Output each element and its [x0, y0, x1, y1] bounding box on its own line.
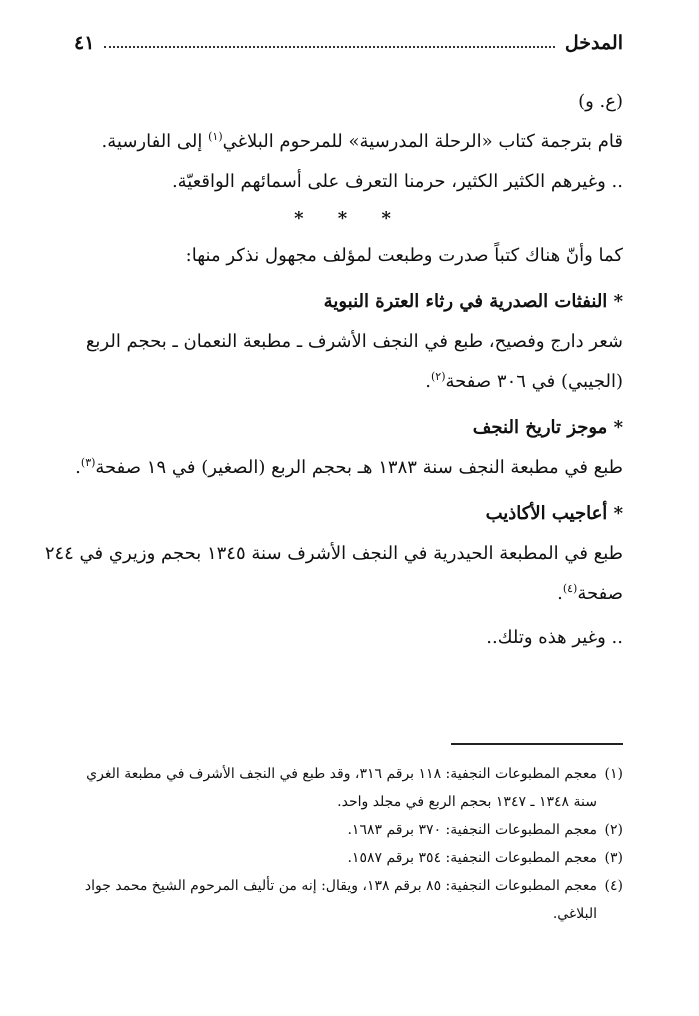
footnote-number: (٣)	[604, 850, 623, 866]
footnote-ref: (١)	[208, 130, 223, 143]
body-line: طبع في المطبعة الحيدرية في النجف الأشرف سنة ١٣٤٥ بحجم وزيري في ٢٤٤	[44, 543, 623, 564]
book-heading: * موجز تاريخ النجف	[472, 417, 623, 438]
footnote-text: معجم المطبوعات النجفية: ٣٧٠ برقم ١٦٨٣.	[347, 822, 597, 838]
footnote-item	[74, 844, 623, 872]
body-text: .	[75, 457, 81, 478]
footnotes	[74, 760, 623, 928]
running-header	[74, 28, 623, 58]
body-text: .	[557, 583, 563, 604]
body-line: (ع. و)	[578, 91, 623, 112]
body-text: (الجيبي) في ٣٠٦ صفحة	[445, 371, 623, 392]
footnote-item	[74, 816, 623, 844]
footnote-divider	[451, 743, 623, 745]
body-line	[74, 362, 623, 402]
body-line: كما وأنّ هناك كتباً صدرت وطبعت لمؤلف مجهول نذكر منها:	[185, 245, 623, 266]
section-separator: * * *	[294, 208, 405, 229]
book-heading: * أعاجيب الأكاذيب	[485, 503, 623, 524]
page-number: ٤١	[74, 32, 95, 54]
footnote-ref: (٤)	[562, 582, 578, 595]
dotted-leader	[104, 38, 554, 48]
body-text-top	[74, 82, 623, 202]
body-line: شعر دارج وفصيح، طبع في النجف الأشرف ـ مطبعة النعمان ـ بحجم الربع	[85, 331, 623, 352]
body-line	[74, 448, 623, 488]
body-text: إلى الفارسية.	[101, 131, 209, 152]
footnote-number: (١)	[604, 766, 623, 782]
footnote-item	[74, 872, 623, 928]
footnote-text: معجم المطبوعات النجفية: ١١٨ برقم ٣١٦، وقد طبع في النجف الأشرف في مطبعة الغري سنة ١٣٤٨ ـ ١٣٤٧ بحجم الربع في مجلد واحد.	[86, 766, 597, 810]
footnote-item	[74, 760, 623, 816]
footnote-number: (٢)	[604, 822, 623, 838]
footnote-text: معجم المطبوعات النجفية: ٨٥ برقم ١٣٨، ويقال: إنه من تأليف المرحوم الشيخ محمد جواد البلاغي.	[84, 878, 597, 922]
chapter-title: المدخل	[564, 32, 623, 54]
body-line	[74, 122, 623, 162]
body-line: .. وغيرهم الكثير الكثير، حرمنا التعرف على أسمائهم الواقعيّة.	[171, 171, 623, 192]
body-line	[74, 574, 623, 614]
body-line: .. وغير هذه وتلك..	[486, 627, 623, 648]
body-text-main	[44, 236, 623, 658]
footnote-ref: (٣)	[80, 456, 96, 469]
body-text: قام بترجمة كتاب «الرحلة المدرسية» للمرحوم البلاغي	[222, 131, 623, 152]
footnote-number: (٤)	[604, 878, 623, 894]
footnote-ref: (٢)	[431, 370, 446, 383]
body-text: .	[425, 371, 431, 392]
footnote-text: معجم المطبوعات النجفية: ٣٥٤ برقم ١٥٨٧.	[347, 850, 597, 866]
body-text: طبع في مطبعة النجف سنة ١٣٨٣ هـ بحجم الربع (الصغير) في ١٩ صفحة	[95, 457, 623, 478]
body-text: صفحة	[577, 583, 623, 604]
book-heading: * النفثات الصدرية في رثاء العترة النبوية	[323, 291, 623, 312]
